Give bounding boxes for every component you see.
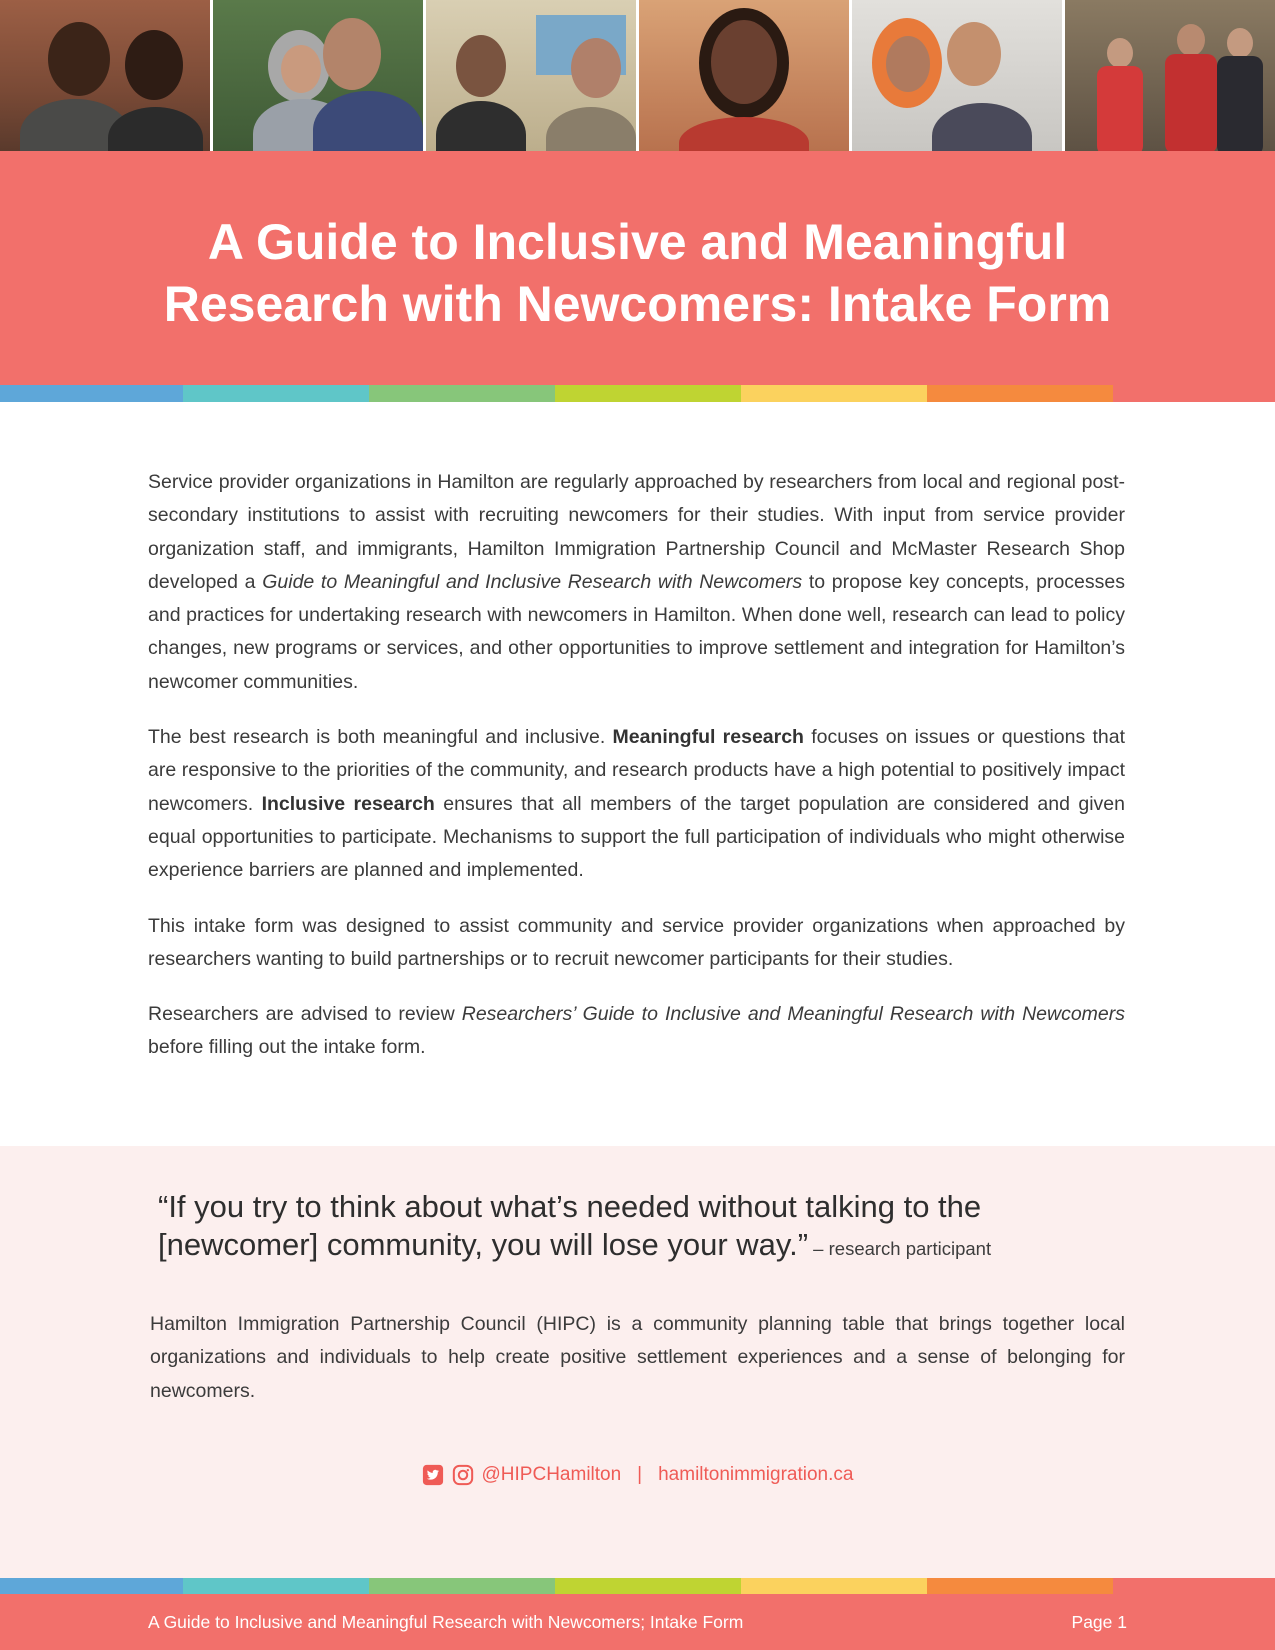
participant-quote xyxy=(158,1188,1118,1268)
footer-title: A Guide to Inclusive and Meaningful Research with Newcomers; Intake Form xyxy=(148,1612,744,1632)
intro-paragraph-2: The best research is both meaningful and inclusive. Meaningful research focuses on issues or questions that are responsive to the priorities of the community, and research products have a high potential to positively impact newcomers. Inclusive research ensures that all members of the target population are considered and given equal opportunities to participate. Mechanisms to support the full participation of individuals who might otherwise experience barriers are planned and implemented. xyxy=(148,726,1126,882)
page-title-line1: A Guide to Inclusive and Meaningful xyxy=(207,214,1068,270)
bottom-color-bar xyxy=(0,1578,1275,1594)
photo-mother-child xyxy=(852,0,1062,151)
photo-family-park xyxy=(1065,0,1275,151)
social-links xyxy=(0,1464,1275,1486)
website-link[interactable]: hamiltonimmigration.ca xyxy=(658,1464,854,1485)
quote-text: “If you try to think about what’s needed without talking to the [newcomer] community, you will lose your way.” xyxy=(158,1189,982,1262)
photo-woman-smiling xyxy=(639,0,849,151)
intro-paragraph-4: Researchers are advised to review Researchers’ Guide to Inclusive and Meaningful Research with Newcomers before filling out the intake form. xyxy=(148,1003,1126,1059)
intro-section xyxy=(148,466,1125,1087)
photo-couple-hijab xyxy=(213,0,423,151)
quote-attribution: – research participant xyxy=(808,1238,992,1259)
page-title-line2: Research with Newcomers: Intake Form xyxy=(163,276,1112,332)
intro-paragraph-1: Service provider organizations in Hamilton are regularly approached by researchers from local and regional post-secondary institutions to assist with recruiting newcomers for their studies. With input from service provider organization staff, and immigrants, Hamilton Immigration Partnership Council and McMaster Research Shop developed a Guide to Meaningful and Inclusive Research with Newcomers to propose key concepts, processes and practices for undertaking research with newcomers in Hamilton. When done well, research can lead to policy changes, new programs or services, and other opportunities to improve settlement and integration for Hamilton’s newcomer communities. xyxy=(148,471,1125,693)
page-footer xyxy=(0,1578,1275,1650)
social-handle[interactable]: @HIPCHamilton xyxy=(481,1464,622,1485)
photo-couple-brick-wall xyxy=(0,0,210,151)
title-banner xyxy=(0,151,1275,401)
intro-paragraph-3: This intake form was designed to assist community and service provider organizations when approached by researchers wanting to build partnerships or to recruit newcomer participants for their studies. xyxy=(148,914,1125,970)
instagram-icon[interactable] xyxy=(452,1464,474,1486)
quote-panel xyxy=(0,1146,1275,1578)
hipc-about: Hamilton Immigration Partnership Council (HIPC) is a community planning table that brings together local organizations and individuals to help create positive settlement experiences and a sense of belonging for newcomers. xyxy=(150,1313,1125,1402)
top-color-bar xyxy=(0,385,1275,402)
page-number: Page 1 xyxy=(1071,1612,1127,1632)
twitter-icon[interactable] xyxy=(422,1464,444,1486)
social-separator: | xyxy=(637,1464,643,1485)
header-photo-strip xyxy=(0,0,1275,151)
page-title xyxy=(0,211,1275,335)
photo-men-classroom xyxy=(426,0,636,151)
